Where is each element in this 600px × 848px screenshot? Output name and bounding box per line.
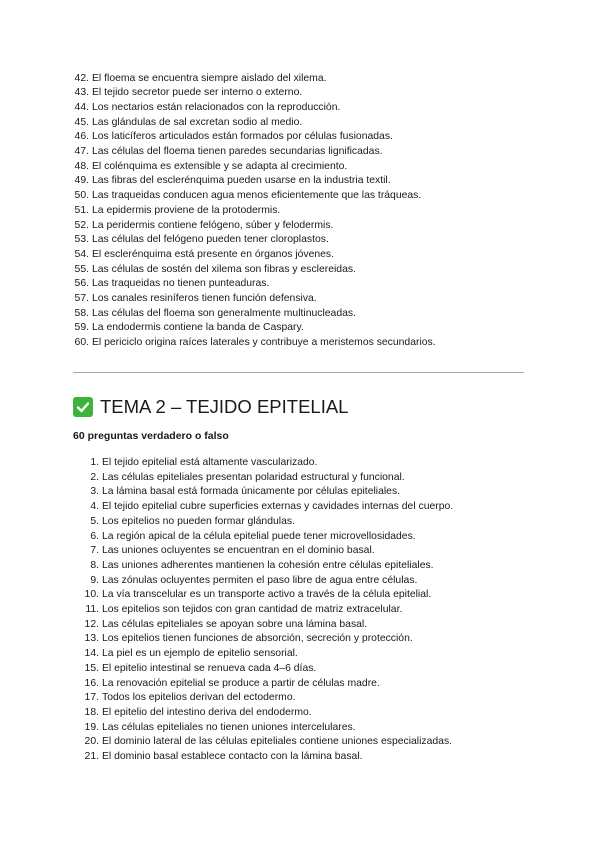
list-item — [71, 130, 436, 145]
list-item — [71, 603, 453, 618]
list-item — [71, 559, 453, 574]
list-item — [71, 500, 453, 515]
item-text: El periciclo origina raíces laterales y contribuye a meristemos secundarios. — [92, 337, 436, 349]
item-text: El dominio lateral de las células epiteliales contiene uniones especializadas. — [102, 736, 453, 748]
item-text: Las células epiteliales no tienen uniones intercelulares. — [102, 721, 356, 733]
item-text: El tejido secretor puede ser interno o externo. — [92, 87, 303, 99]
item-text: Los canales resiníferos tienen función defensiva. — [92, 293, 317, 305]
list-item — [71, 574, 453, 589]
item-number: 17. — [84, 692, 99, 704]
item-text: La región apical de la célula epitelial puede tener microvellosidades. — [102, 530, 416, 542]
item-number: 16. — [84, 677, 99, 689]
item-text: La renovación epitelial se produce a partir de células madre. — [102, 677, 380, 689]
item-text: Todos los epitelios derivan del ectodermo. — [102, 692, 296, 704]
list-item — [71, 647, 453, 662]
item-number: 4. — [90, 501, 99, 513]
item-number: 42. — [74, 72, 89, 84]
item-text: Las traqueidas no tienen punteaduras. — [92, 278, 270, 290]
item-number: 5. — [90, 515, 99, 527]
item-text: Las células epiteliales presentan polaridad estructural y funcional. — [102, 471, 405, 483]
list-item — [71, 219, 436, 234]
list-item — [71, 632, 453, 647]
item-text: Las uniones adherentes mantienen la cohesión entre células epiteliales. — [102, 559, 434, 571]
item-number: 54. — [74, 248, 89, 260]
item-text: La peridermis contiene felógeno, súber y felodermis. — [92, 219, 334, 231]
item-number: 18. — [84, 706, 99, 718]
item-text: El colénquima es extensible y se adapta al crecimiento. — [92, 160, 348, 172]
item-number: 20. — [84, 736, 99, 748]
item-text: Los epitelios no pueden formar glándulas. — [102, 515, 295, 527]
list-item — [71, 456, 453, 471]
item-text: El dominio basal establece contacto con la lámina basal. — [102, 751, 363, 763]
item-number: 6. — [90, 530, 99, 542]
item-number: 57. — [74, 293, 89, 305]
list-item — [71, 189, 436, 204]
item-text: La vía transcelular es un transporte activo a través de la célula epitelial. — [102, 589, 432, 601]
item-text: Las células del floema son generalmente multinucleadas. — [92, 307, 356, 319]
list-item — [71, 292, 436, 307]
item-number: 47. — [74, 146, 89, 158]
question-list-tema-1 — [71, 72, 436, 351]
list-item — [71, 336, 436, 351]
item-number: 43. — [74, 87, 89, 99]
item-number: 2. — [90, 471, 99, 483]
list-item — [71, 735, 453, 750]
list-item — [71, 277, 436, 292]
item-number: 48. — [74, 160, 89, 172]
list-item — [71, 750, 453, 765]
check-mark-icon — [73, 397, 93, 417]
item-number: 14. — [84, 648, 99, 660]
item-number: 60. — [74, 337, 89, 349]
item-text: La endodermis contiene la banda de Caspary. — [92, 322, 304, 334]
section-heading — [73, 395, 348, 419]
section-subtitle: 60 preguntas verdadero o falso — [73, 430, 229, 442]
item-text: La piel es un ejemplo de epitelio sensorial. — [102, 648, 298, 660]
item-text: Los laticíferos articulados están formados por células fusionadas. — [92, 131, 393, 143]
item-text: La lámina basal está formada únicamente por células epiteliales. — [102, 486, 401, 498]
item-text: El epitelio del intestino deriva del endodermo. — [102, 706, 312, 718]
list-item — [71, 145, 436, 160]
item-text: Las fibras del esclerénquima pueden usarse en la industria textil. — [92, 175, 391, 187]
item-number: 53. — [74, 234, 89, 246]
item-number: 10. — [84, 589, 99, 601]
list-item — [71, 86, 436, 101]
list-item — [71, 544, 453, 559]
item-number: 7. — [90, 545, 99, 557]
list-item — [71, 248, 436, 263]
list-item — [71, 706, 453, 721]
item-text: Las células del floema tienen paredes secundarias lignificadas. — [92, 146, 383, 158]
item-text: El tejido epitelial cubre superficies externas y cavidades internas del cuerpo. — [102, 501, 454, 513]
list-item — [71, 72, 436, 87]
item-number: 15. — [84, 662, 99, 674]
item-text: Las glándulas de sal excretan sodio al medio. — [92, 116, 303, 128]
list-item — [71, 174, 436, 189]
list-item — [71, 204, 436, 219]
list-item — [71, 515, 453, 530]
item-number: 58. — [74, 307, 89, 319]
list-item — [71, 116, 436, 131]
list-item — [71, 307, 436, 322]
item-text: El epitelio intestinal se renueva cada 4–6 días. — [102, 662, 317, 674]
item-text: Las zónulas ocluyentes permiten el paso libre de agua entre células. — [102, 574, 418, 586]
list-item — [71, 677, 453, 692]
list-item — [71, 721, 453, 736]
item-number: 56. — [74, 278, 89, 290]
item-text: Las uniones ocluyentes se encuentran en el dominio basal. — [102, 545, 375, 557]
list-item — [71, 618, 453, 633]
section-title: TEMA 2 – TEJIDO EPITELIAL — [100, 396, 349, 417]
item-number: 8. — [90, 559, 99, 571]
item-text: Las traqueidas conducen agua menos eficientemente que las tráqueas. — [92, 190, 422, 202]
list-item — [71, 233, 436, 248]
item-number: 13. — [84, 633, 99, 645]
section-divider — [73, 372, 524, 373]
item-text: Las células de sostén del xilema son fibras y esclereidas. — [92, 263, 356, 275]
question-list-tema-2 — [71, 456, 453, 765]
item-number: 55. — [74, 263, 89, 275]
item-number: 52. — [74, 219, 89, 231]
list-item — [71, 662, 453, 677]
item-number: 49. — [74, 175, 89, 187]
item-text: Las células epiteliales se apoyan sobre una lámina basal. — [102, 618, 368, 630]
item-number: 1. — [90, 457, 99, 468]
list-item — [71, 263, 436, 278]
item-text: Las células del felógeno pueden tener cloroplastos. — [92, 234, 329, 246]
item-number: 3. — [90, 486, 99, 498]
item-number: 59. — [74, 322, 89, 334]
item-text: El floema se encuentra siempre aislado del xilema. — [92, 72, 327, 84]
item-text: Los nectarios están relacionados con la reproducción. — [92, 101, 341, 113]
item-text: El tejido epitelial está altamente vascularizado. — [102, 457, 318, 468]
list-item — [71, 471, 453, 486]
list-item — [71, 485, 453, 500]
item-number: 50. — [74, 190, 89, 202]
item-text: Los epitelios tienen funciones de absorción, secreción y protección. — [102, 633, 413, 645]
item-number: 19. — [84, 721, 99, 733]
item-text: El esclerénquima está presente en órganos jóvenes. — [92, 248, 335, 260]
list-item — [71, 160, 436, 175]
item-number: 9. — [90, 574, 99, 586]
item-number: 44. — [74, 101, 89, 113]
item-text: Los epitelios son tejidos con gran cantidad de matriz extracelular. — [102, 604, 403, 616]
item-number: 21. — [84, 751, 99, 763]
item-text: La epidermis proviene de la protodermis. — [92, 204, 281, 216]
list-item — [71, 321, 436, 336]
list-item — [71, 588, 453, 603]
item-number: 51. — [74, 204, 89, 216]
item-number: 11. — [85, 604, 99, 616]
item-number: 12. — [84, 618, 99, 630]
list-item — [71, 101, 436, 116]
item-number: 46. — [74, 131, 89, 143]
list-item — [71, 530, 453, 545]
item-number: 45. — [74, 116, 89, 128]
list-item — [71, 691, 453, 706]
